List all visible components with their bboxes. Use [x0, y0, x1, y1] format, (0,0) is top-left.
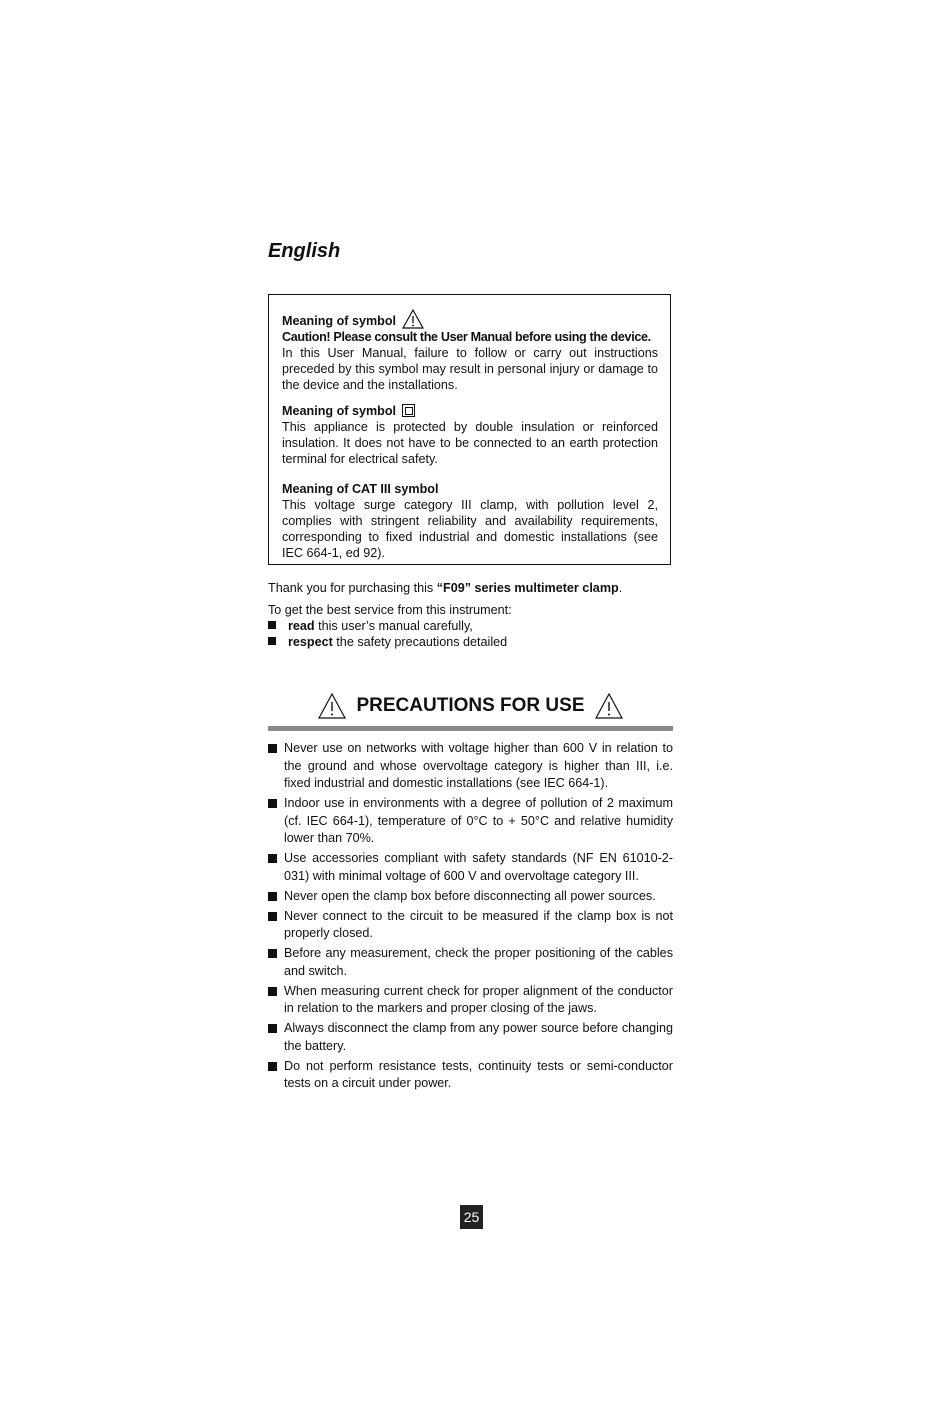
precautions-heading	[268, 688, 673, 724]
warning-symbol-title: Meaning of symbol	[282, 309, 658, 329]
double-insulation-title: Meaning of symbol	[282, 403, 658, 419]
bullet-square-icon	[268, 621, 276, 629]
product-name: “F09” series multimeter clamp	[436, 581, 619, 595]
list-item: Use accessories compliant with safety standards (NF EN 61010-2-031) with minimal voltage of 600 V and overvoltage category III.	[268, 850, 673, 885]
language-heading: English	[268, 240, 341, 262]
service-line: To get the best service from this instrument:	[268, 603, 512, 617]
list-item: Never open the clamp box before disconnecting all power sources.	[268, 888, 673, 906]
double-insulation-text: This appliance is protected by double insulation or reinforced insulation. It does not have to be connected to an earth protection terminal for electrical safety.	[282, 420, 658, 466]
warning-triangle-icon	[402, 309, 424, 329]
list-item: Always disconnect the clamp from any power source before changing the battery.	[268, 1020, 673, 1055]
list-item: Never use on networks with voltage higher than 600 V in relation to the ground and whose overvoltage category is higher than III, i.e. fixed industrial and domestic installations (see IEC 664-1).	[268, 740, 673, 793]
cat3-text: This voltage surge category III clamp, with pollution level 2, complies with stringent reliability and availability requirements, corresponding to fixed industrial and domestic installations (see IEC 664-1, ed 92).	[282, 498, 658, 560]
page-number: 25	[460, 1205, 483, 1229]
intro-bullet: read this user’s manual carefully,	[268, 618, 673, 634]
intro-bullet: respect the safety precautions detailed	[268, 634, 673, 650]
list-item: Indoor use in environments with a degree of pollution of 2 maximum (cf. IEC 664-1), temperature of 0°C to + 50°C and relative humidity lower than 70%.	[268, 795, 673, 848]
list-item: Never connect to the circuit to be measured if the clamp box is not properly closed.	[268, 908, 673, 943]
list-item: Do not perform resistance tests, continuity tests or semi-conductor tests on a circuit under power.	[268, 1058, 673, 1093]
cat3-title: Meaning of CAT III symbol	[282, 482, 439, 496]
bullet-square-icon	[268, 637, 276, 645]
precautions-title: PRECAUTIONS FOR USE	[356, 695, 585, 716]
caution-text: Caution! Please consult the User Manual before using the device.	[282, 330, 651, 344]
thanks-line: Thank you for purchasing this “F09” series multimeter clamp.	[268, 581, 623, 595]
warning-triangle-icon	[595, 693, 623, 719]
symbols-box	[268, 294, 671, 565]
intro-section	[268, 580, 673, 650]
precautions-list	[268, 740, 673, 1095]
list-item: When measuring current check for proper alignment of the conductor in relation to the markers and proper closing of the jaws.	[268, 983, 673, 1018]
warning-triangle-icon	[318, 693, 346, 719]
list-item: Before any measurement, check the proper positioning of the cables and switch.	[268, 945, 673, 980]
heading-rule	[268, 726, 673, 731]
warning-symbol-text: In this User Manual, failure to follow or carry out instructions preceded by this symbol may result in personal injury or damage to the device and the installations.	[282, 346, 658, 392]
double-insulation-icon	[402, 404, 415, 417]
